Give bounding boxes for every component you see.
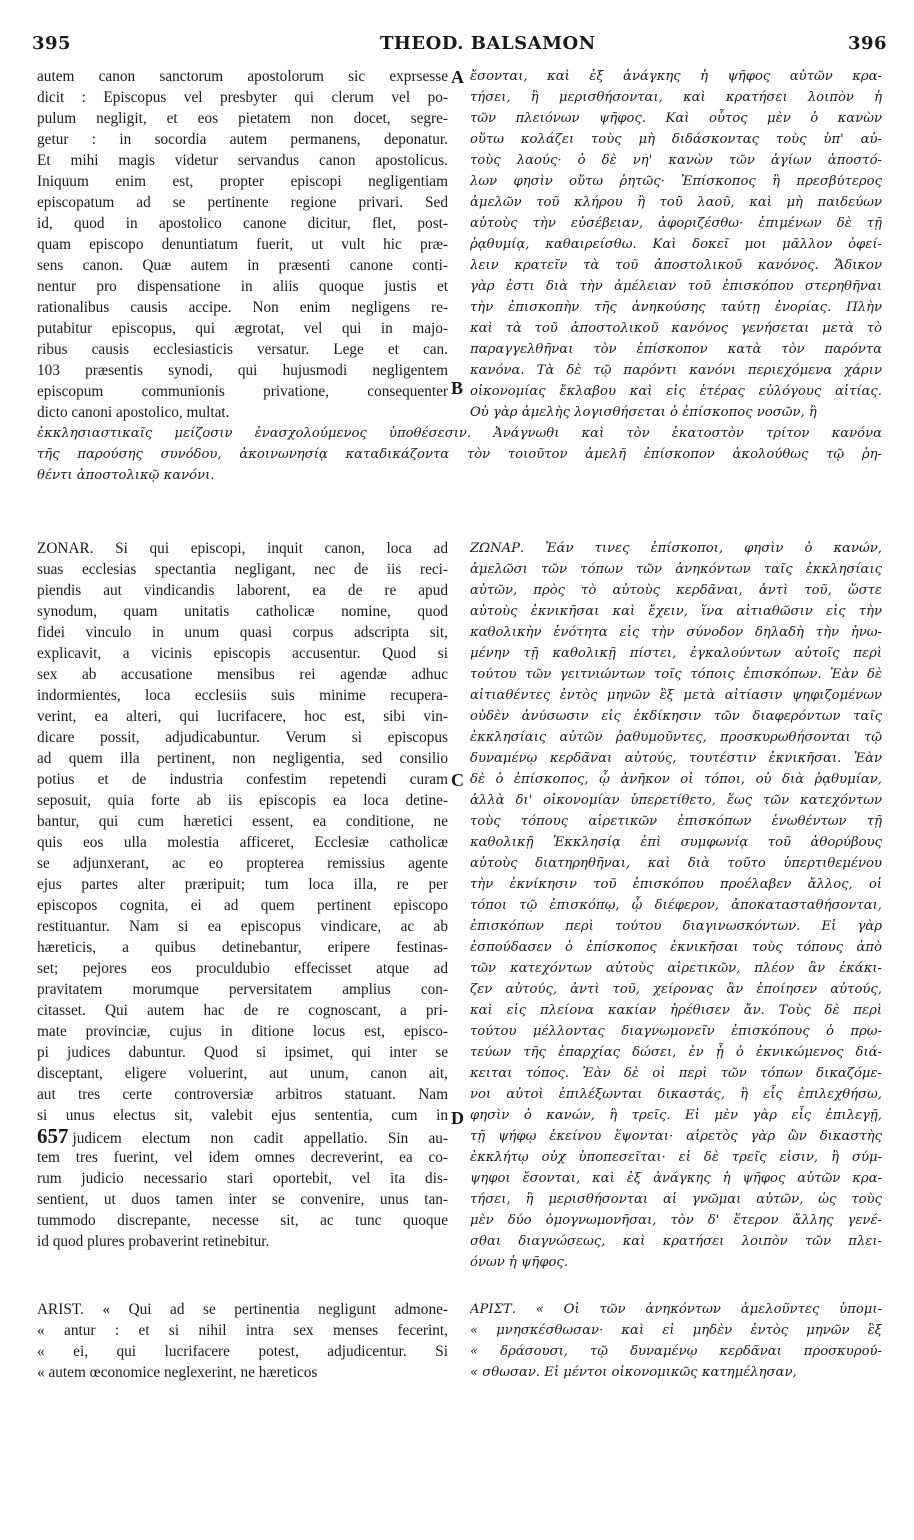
latin-text-line: tem tres fuerint, vel idem omnes decreverint, ea co- xyxy=(37,1149,448,1166)
greek-text-line: δὲ ὁ ἐπίσκοπος, ᾧ ἀνῆκον οἱ τόποι, οὐ διὰ ῥᾳθυμίαν, xyxy=(470,772,882,787)
greek-text-line: ζεν αὐτούς, ἀντὶ τοῦ, χείρονας ἂν ἐποίησεν αὐτούς, xyxy=(470,982,882,997)
latin-text-line: ribus causis ecclesiasticis versatur. Lege et can. xyxy=(37,341,448,358)
latin-column-block1 xyxy=(37,66,448,423)
latin-text-line: dicare possit, adjudicabuntur. Verum si episcopus xyxy=(37,729,448,746)
latin-text-line: se adjunxerant, ac eo propterea remissius agente xyxy=(37,855,448,872)
greek-text-line: ἀμελῶν τοῦ κλήρου ἢ τοῦ λαοῦ, καὶ μὴ παιδεύων xyxy=(470,195,882,210)
latin-text-line: fidei vinculo in unum quasi corpus adscripta sit, xyxy=(37,624,448,641)
greek-text-line: ἔσονται, καὶ ἐξ ἀνάγκης ἡ ψῆφος αὐτῶν κρα- xyxy=(470,69,882,84)
greek-text-line: τῶν πλειόνων ψῆφος. Καὶ οὗτος μὲν ὁ κανὼν xyxy=(470,111,882,126)
latin-text-line: id quod plures probaverint retinebitur. xyxy=(37,1233,270,1250)
greek-text-line: ἐκκλησίαις αὐτῶν ῥαθυμοῦντες, προσκυρωθήσονται τῷ xyxy=(470,730,882,745)
greek-text-line: φησὶν ὁ κανών, ἢ τρεῖς. Εἰ μὲν γὰρ εἷς ἐπιλεγῇ, xyxy=(470,1108,882,1123)
greek-text-line: τὴν ἐκνίκησιν τοῦ ἐπισκόπου προέλαβεν ἄλλος, οἱ xyxy=(470,877,882,892)
latin-text-line: « ei, qui lucrifacere potest, adjudicentur. Si xyxy=(37,1343,448,1360)
greek-column-zonar xyxy=(470,538,882,1273)
latin-text-line: sex ab accusatione mensibus rei agendæ adhuc xyxy=(37,666,448,683)
margin-marker-b: B xyxy=(451,378,464,398)
greek-text-line: δυναμένῳ κερδᾶναι αὐτούς, τουτέστιν ἐκνικῆσαι. Ἐὰν xyxy=(470,751,882,766)
greek-text-line: « μνησκέσθωσαν· καὶ εἰ μηδὲν ἐντὸς μηνῶν ἓξ xyxy=(470,1323,882,1338)
greek-text-line: λειν κρατεῖν τὰ τοῦ ἀποστολικοῦ κανόνος. Ἄδικον xyxy=(470,258,882,273)
latin-text-line: quis eos ulla molestia afficeret, Ecclesiæ catholicæ xyxy=(37,834,448,851)
greek-text-line: τήσει, ἢ μερισθήσονται, καὶ κρατήσει λοιπὸν ἡ xyxy=(470,90,882,105)
greek-text-line: τῆς παρούσης συνόδου, ἀκοινωνησίᾳ καταδικάζοντα τὸν τοιοῦτον ἀμελῆ ἐπίσκοπον ἀκολούθως τῷ ῥη- xyxy=(37,447,882,462)
latin-text-line: getur : in socordia autem permanens, deponatur. xyxy=(37,131,448,148)
latin-text-line: putabitur episcopus, qui ægrotat, vel qui in majo- xyxy=(37,320,448,337)
latin-text-line: sens canon. Quæ autem in præsenti canone conti- xyxy=(37,257,448,274)
latin-text-line: ejus partes alter præripuit; tum loca illa, re per xyxy=(37,876,448,893)
latin-text-line: hæreticis, a quibus detinebantur, eripere festinas- xyxy=(37,939,448,956)
latin-text-line: ZONAR. Si qui episcopi, inquit canon, loca ad xyxy=(37,540,448,557)
greek-text-line: ἐπισκόπων περὶ τούτου διαγινωσκόντων. Εἰ γὰρ xyxy=(470,919,882,934)
latin-text-line: restituantur. Nam si ea episcopus vindicare, ac ab xyxy=(37,918,448,935)
greek-text-line: ἐκκλησιαστικαῖς μείζοσιν ἐνασχολούμενος ὑποθέσεσιν. Ἀνάγνωθι καὶ τὸν ἑκατοστὸν τρίτον κανόνα xyxy=(37,426,882,441)
greek-text-line: όνων ἡ ψῆφος. xyxy=(470,1255,569,1270)
latin-column-zonar xyxy=(37,538,448,1252)
latin-text-line: mate provinciæ, cujus in ditione locus est, episco- xyxy=(37,1023,448,1040)
greek-text-line: τοὺς λαούς· ὁ δὲ νη' κανὼν τῶν ἁγίων ἀποστό- xyxy=(470,153,882,168)
margin-marker-d: D xyxy=(451,1108,464,1128)
left-page-number: 395 xyxy=(32,33,72,54)
greek-text-line: καθολικὴν ἑνότητα εἰς τὴν σύνοδον δηλαδὴ τὴν ἡνω- xyxy=(470,625,882,640)
greek-text-line: κειται τόπος. Ἐὰν δὲ οἱ περὶ τῶν τόπων δικαζόμε- xyxy=(470,1066,882,1081)
latin-text-line: seposuit, quia forte ab iis episcopis ea loca detine- xyxy=(37,792,448,809)
latin-text-line: sentient, ut duos tamen inter se convenire, unus tan- xyxy=(37,1191,448,1208)
greek-text-line: τῶν κατεχόντων αὐτοὺς αἱρετικῶν, πλέον ἂν ἐκάκι- xyxy=(470,961,882,976)
greek-text-line: τόποι τῷ ἐπισκόπῳ, ᾧ διέφερον, ἀποκατασταθήσονται, xyxy=(470,898,882,913)
greek-text-line: τὴν ἐπισκοπὴν τῆς ἀνηκούσης ταύτῃ ἐνορίας. Πλὴν xyxy=(470,300,882,315)
greek-spanning-lines xyxy=(37,423,882,486)
greek-text-line: τοὺς τόπους αἱρετικῶν ἐπισκόπων ἑνωθέντων τῇ xyxy=(470,814,882,829)
greek-text-line: αἰτιαθέντες ἐντὸς μηνῶν ἓξ μετὰ αἰτίασιν ψηφιζομένων xyxy=(470,688,882,703)
greek-text-line: παραγγελθῆναι τὸν ἐπίσκοπον κατὰ τὸν παρόντα xyxy=(470,342,882,357)
latin-text-line: set; pejores eos proculdubio effecisset atque ad xyxy=(37,960,448,977)
greek-text-line: αὐτοὺς τὴν εὐσέβειαν, ἀφοριζέσθω· ἐπιμένων δὲ τῇ xyxy=(470,216,882,231)
right-page-number: 396 xyxy=(848,33,888,54)
latin-text-line: pulum negligit, et eos pietatem non docet, segre- xyxy=(37,110,448,127)
latin-text-line: citasset. Qui autem hac de re cognoscant, a pri- xyxy=(37,1002,448,1019)
greek-text-line: καὶ τὰ τοῦ ἀποστολικοῦ κανόνος γενήσεται μετὰ τὸ xyxy=(470,321,882,336)
greek-text-line: ΖΩΝΑΡ. Ἐάν τινες ἐπίσκοποι, φησὶν ὁ κανών, xyxy=(470,541,882,556)
greek-text-line: νοι αὐτοὶ ἐπιλέξωνται δικαστάς, ἢ εἷς ἐπιλεχθήσω, xyxy=(470,1087,882,1102)
greek-text-line: ἐκκλήτῳ οὐχ ὑποπεσεῖται· εἰ δὲ τρεῖς εἰσιν, ἢ σύμ- xyxy=(470,1150,882,1165)
latin-text-line: episcopum communionis privatione, consequenter xyxy=(37,383,448,400)
greek-text-line: τῇ ψήφῳ ἐκείνου ἕψονται· αἱρετὸς γὰρ ὢν δικαστὴς xyxy=(470,1129,882,1144)
greek-text-line: ῥᾳθυμίᾳ, καθαιρείσθω. Καὶ δοκεῖ μοι μᾶλλον ὀφεί- xyxy=(470,237,882,252)
latin-text-line: suas ecclesias spectantia negligant, nec de iis reci- xyxy=(37,561,448,578)
greek-text-line: καθολικῇ Ἐκκλησίᾳ ἐπὶ συμφωνίᾳ τοῦ ἀθορύβους xyxy=(470,835,882,850)
greek-text-line: ψηφοι ἔσονται, καὶ ἐξ ἀνάγκης ἡ ψῆφος αὐτῶν κρα- xyxy=(470,1171,882,1186)
greek-text-line: γὰρ ἐστι διὰ τὴν ἀμέλειαν τοῦ ἐπισκόπου στερηθῆναι xyxy=(470,279,882,294)
latin-text-line: dicto canoni apostolico, multat. xyxy=(37,404,230,421)
greek-text-line: ἀλλὰ δι' οἰκονομίαν ὑπερετίθετο, ἕως τῶν κατεχόντων xyxy=(470,793,882,808)
greek-text-line: αὐτῶν, πρὸς τὸ αὐτοὺς κερδᾶναι, ἀντὶ τοῦ, ὥστε xyxy=(470,583,882,598)
greek-text-line: « σθωσαν. Εἰ μέντοι οἰκονομικῶς κατημέλησαν, xyxy=(470,1365,797,1380)
latin-text-line: id, quod in apostolico canone dicitur, flet, post- xyxy=(37,215,448,232)
greek-text-line: ἐσπούδασεν ὁ ἐπίσκοπος ἐκνικῆσαι τοὺς τόπους ἀπὸ xyxy=(470,940,882,955)
latin-text-line: « autem œconomice neglexerint, ne hæreticos xyxy=(37,1364,318,1381)
latin-text-line: aut tres certe controversiæ arbitros statuant. Nam xyxy=(37,1086,448,1103)
greek-column-arist xyxy=(470,1299,882,1383)
latin-text-line: « antur : et si nihil intra sex menses fecerint, xyxy=(37,1322,448,1339)
greek-text-line: σθαι διαγνώσεως, καὶ κρατήσει λοιπὸν τῶν πλει- xyxy=(470,1234,882,1249)
margin-marker-a: A xyxy=(451,67,464,87)
greek-text-line: ΑΡΙΣΤ. « Οἱ τῶν ἀνηκόντων ἀμελοῦντες ὑπομι- xyxy=(470,1302,882,1317)
greek-text-line: οὐδὲν ἀνύσωσιν εἰς ἐκδίκησιν τῶν διαφερόντων ταῖς xyxy=(470,709,882,724)
latin-text-line: bantur, qui cum hæretici essent, ea conditione, ne xyxy=(37,813,448,830)
greek-text-line: οἰκονομίας ἔκλαβου καὶ εἰς ἑτέρας εὐλόγους αἰτίας. xyxy=(470,384,882,399)
latin-text-line: ad quem illa pertinent, non negligentia, sed consilio xyxy=(37,750,448,767)
latin-text-line: explicavit, a vicinis episcopis accusentur. Quod si xyxy=(37,645,448,662)
greek-text-line: θέντι ἀποστολικῷ κανόνι. xyxy=(37,468,215,483)
greek-text-line: τήσει, ἢ μερισθήσονται αἱ γνῶμαι αὐτῶν, ὡς τοὺς xyxy=(470,1192,882,1207)
latin-text-line: dicit : Episcopus vel presbyter qui clerum vel po- xyxy=(37,89,448,106)
greek-text-line: λων φησὶν οὕτω ῥητῶς· Ἐπίσκοπος ἢ πρεσβύτερος xyxy=(470,174,882,189)
latin-text-line: verint, ea alteri, qui lucrifacere, hoc est, sibi vin- xyxy=(37,708,448,725)
latin-text-line: pravitatem morumque perversitatem amplius con- xyxy=(37,981,448,998)
greek-text-line: καὶ εἰς πλείονα κακίαν ἠρέθισεν ἄν. Τοὺς δὲ περὶ xyxy=(470,1003,882,1018)
greek-text-line: μὲν δύο ὁμογνωμονῆσαι, τὸν δ' ἕτερον ἄλλης γενέ- xyxy=(470,1213,882,1228)
greek-text-line: τούτου τῶν γειτνιώντων τοῖς τόποις ἐπισκόπων. Ἐὰν δὲ xyxy=(470,667,882,682)
greek-text-line: « δράσουσι, τῷ δυναμένῳ κερδᾶναι προσκυρού- xyxy=(470,1344,882,1359)
latin-column-arist xyxy=(37,1299,448,1383)
greek-text-line: κανόνα. Τὰ δὲ τῷ παρόντι κανόνι περιεχόμενα χάριν xyxy=(470,363,882,378)
greek-text-line: ἀμελῶσι τῶν τόπων τῶν ἀνηκόντων ταῖς ἐκκλησίαις xyxy=(470,562,882,577)
greek-text-line: τούτου μέλλοντας διαγνωμονεῖν ἐπισκόπους ὁ πρω- xyxy=(470,1024,882,1039)
latin-text-line: episcopatum ad se pertinente regione privari. Sed xyxy=(37,194,448,211)
latin-text-line: 103 præsentis synodi, qui hujusmodi negligentem xyxy=(37,362,448,379)
latin-text-line: piendis aut vindicandis laborent, ea de re apud xyxy=(37,582,448,599)
latin-text-line: disceptant, eligere voluerint, aut unum, canon ait, xyxy=(37,1065,448,1082)
latin-text-line: episcopos cognita, ei ad quem pertinent episcopo xyxy=(37,897,448,914)
greek-text-line: αὐτοὺς ἐκνικῆσαι καὶ ἔχειν, ἵνα αἰτιαθῶσιν εἰς τὴν xyxy=(470,604,882,619)
greek-text-line: τεύων τῆς ἐπαρχίας δώσει, ἐν ᾗ ὁ ἐκνικώμενος διά- xyxy=(470,1045,882,1060)
margin-marker-c: C xyxy=(451,770,464,790)
latin-text-line: ARIST. « Qui ad se pertinentia negligunt admone- xyxy=(37,1301,448,1318)
greek-text-line: αὐτοὺς διατηρηθῆναι, καὶ διὰ τοῦτο ὑπερτιθεμένου xyxy=(470,856,882,871)
latin-text-line: Iniquum enim est, propter episcopi negligentiam xyxy=(37,173,448,190)
latin-text-line: synodum, quam unitatis catholicæ nomine, quod xyxy=(37,603,448,620)
latin-text-line: Et mihi magis videtur servandus canon apostolicus. xyxy=(37,152,448,169)
latin-text-line: indormientes, loca ecclesiis suis minime recupera- xyxy=(37,687,448,704)
greek-text-line: μένην τῇ καθολικῇ πίστει, ἐγκαλούντων αὐτοῖς περὶ xyxy=(470,646,882,661)
running-title: THEOD. BALSAMON xyxy=(380,33,596,54)
greek-text-line: Οὐ γὰρ ἀμελὴς λογισθήσεται ὁ ἐπίσκοπος νοσῶν, ἢ xyxy=(470,405,817,420)
latin-text-line: pi judices dabuntur. Quod si ipsimet, qui inter se xyxy=(37,1044,448,1061)
margin-folio-number: 657 xyxy=(37,1126,69,1147)
latin-text-line: 657 judicem electum non cadit appellatio. Sin au- xyxy=(37,1126,448,1147)
greek-text-line: οὕτω κολάζει τοὺς μὴ διδάσκοντας τοὺς ὑπ' αὐ- xyxy=(470,132,882,147)
latin-text-line: potius et de industria confestim repetendi curam xyxy=(37,771,448,788)
greek-column-block1 xyxy=(470,66,882,423)
latin-text-line: quam episcopo denuntiatum fuerit, ut vult hic præ- xyxy=(37,236,448,253)
latin-text-line: rum judicio necessario stari oportebit, vel ita dis- xyxy=(37,1170,448,1187)
latin-text-line: nentur pro dispensatione in aliis quoque justis et xyxy=(37,278,448,295)
latin-text-line: si unus electus sit, valebit ejus sententia, cum in xyxy=(37,1107,448,1124)
latin-text-line: rationalibus causis accipe. Non enim negligens re- xyxy=(37,299,448,316)
latin-text-line: tummodo discrepante, necesse sit, ac tunc quoque xyxy=(37,1212,448,1229)
latin-text-line: autem canon sanctorum apostolorum sic exprsesse xyxy=(37,68,448,85)
